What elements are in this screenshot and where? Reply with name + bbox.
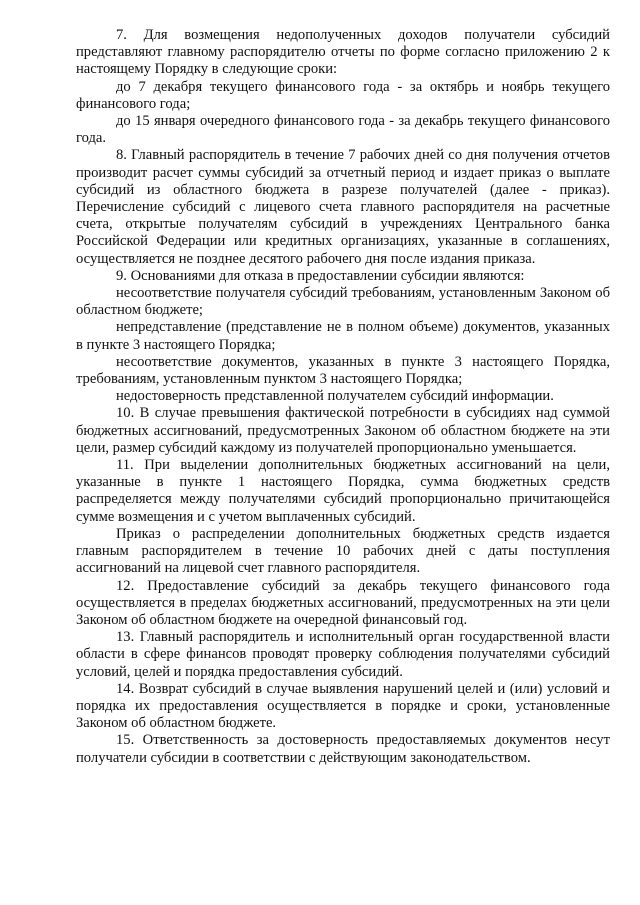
document-page: [76, 27, 610, 767]
paragraph-9-reason-1: несоответствие получателя субсидий требованиям, установленным Законом об областном бюджете;: [76, 285, 610, 319]
paragraph-15: 15. Ответственность за достоверность предоставляемых документов несут получатели субсидии в соответствии с действующим законодательством.: [76, 732, 610, 766]
paragraph-10: 10. В случае превышения фактической потребности в субсидиях над суммой бюджетных ассигнований, предусмотренных Законом об областном бюджете на эти цели, размер субсидий каждому из получателей пропорционально уменьшается.: [76, 405, 610, 456]
paragraph-12: 12. Предоставление субсидий за декабрь текущего финансового года осуществляется в пределах бюджетных ассигнований, предусмотренных на эти цели Законом об областном бюджете на очередной финансовый год.: [76, 577, 610, 628]
paragraph-7-deadline-december: до 15 января очередного финансового года - за декабрь текущего финансового года.: [76, 113, 610, 147]
paragraph-8: 8. Главный распорядитель в течение 7 рабочих дней со дня получения отчетов производит расчет суммы субсидий за отчетный период и издает приказ о выплате субсидий из областного бюджета в разрезе получателей (далее - приказ). Перечисление субсидий с лицевого счета главного распорядителя на расчетные счета, открытые получателям субсидий в учреждениях Центрального банка Российской Федерации или кредитных организациях, указанные в соглашениях, осуществляется не позднее десятого рабочего дня после издания приказа.: [76, 147, 610, 267]
paragraph-9-reason-4: недостоверность представленной получателем субсидий информации.: [116, 388, 554, 405]
paragraph-9-reason-3: несоответствие документов, указанных в пункте 3 настоящего Порядка, требованиям, установленным пунктом 3 настоящего Порядка;: [76, 353, 610, 388]
paragraph-11-order: Приказ о распределении дополнительных бюджетных средств издается главным распорядителем в течение 10 рабочих дней с даты поступления ассигнований на лицевой счет главного распорядителя.: [76, 525, 610, 577]
paragraph-9: 9. Основаниями для отказа в предоставлении субсидии являются:: [116, 267, 525, 284]
paragraph-14: 14. Возврат субсидий в случае выявления нарушений целей и (или) условий и порядка их предоставления осуществляется в порядке и сроки, установленные Законом об областном бюджете.: [76, 680, 610, 732]
paragraph-11: 11. При выделении дополнительных бюджетных ассигнований на цели, указанные в пункте 1 настоящего Порядка, сумма бюджетных средств распределяется между получателями субсидий пропорционально причитающейся сумме возмещения и с учетом выплаченных субсидий.: [76, 457, 610, 525]
paragraph-9-reason-2: непредставление (представление не в полном объеме) документов, указанных в пункте 3 настоящего Порядка;: [76, 319, 610, 353]
paragraph-13: 13. Главный распорядитель и исполнительный орган государственной власти области в сфере финансов проводят проверку соблюдения получателями субсидий условий, целей и порядка предоставления субсидий.: [76, 629, 610, 680]
paragraph-7: 7. Для возмещения недополученных доходов получатели субсидий представляют главному распорядителю отчеты по форме согласно приложению 2 к настоящему Порядку в следующие сроки:: [76, 27, 610, 78]
paragraph-7-deadline-november: до 7 декабря текущего финансового года - за октябрь и ноябрь текущего финансового года;: [76, 78, 610, 112]
